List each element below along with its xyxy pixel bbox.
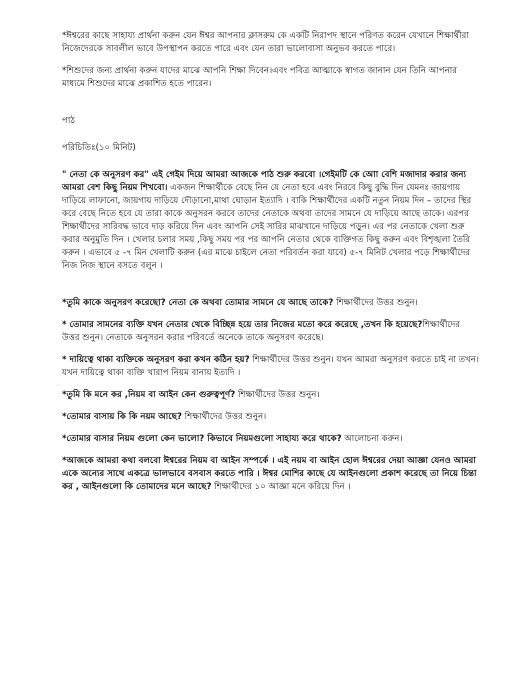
question-note: শিক্ষার্থীদের উত্তর শুনুন। — [235, 390, 320, 400]
question-4 — [62, 389, 480, 402]
document-page — [62, 30, 480, 503]
question-text: *তুমি কি মনে কর ,নিয়ম বা আইন কেন গুরুত্বপূর্ণ? — [62, 390, 236, 400]
lesson-title: পাঠ — [62, 116, 75, 126]
prayer-paragraph-1: *ঈশ্বরের কাছে সাহায্য প্রার্থনা করুন যেন ঈশ্বর আপনার ক্লাসরুম কে একটি নিরাপদ স্থানে পরিণত করেন যেখানে শিক্ষার্থীরা নিজেদেরকে সাবলীল ভাবে উপস্থাপন করতে পারে এবং যেন তারা ভালোবাসা অনুভব করতে পারে। — [62, 31, 469, 54]
intro-label: পরিচিতিঃ(১০ মিনিট) — [62, 143, 136, 153]
question-note: শিক্ষার্থীদের ১০ আজ্ঞা মনে করিয়ে দিন । — [211, 482, 351, 492]
question-3 — [62, 354, 480, 380]
question-note: শিক্ষার্থীদের উত্তর শুনুন। যখন আমরা অনুসরণ করতে চাই না তখন। যখন দায়িত্বে থাকা ব্যক্তি খারাপ নিয়ম বানায় ইত্যদি । — [62, 355, 479, 378]
question-text: *আজকে আমরা কথা বলবো ঈশ্বরের নিয়ম বা আইন সম্পর্কে । এই নয়ম বা আইন হোল ঈশ্বরের দেয়া আজ্ঞা যেনও আমরা একে অন্যের সাথে একত্রে ভালভাবে বসবাস করতে পারি । ঈশ্বর মোশির কাছে যে আইনগুলো প্রকাশ করেছে তা নিয়ে চিন্তা কর , আইনগুলো কি তোমাদের মনে আছে? — [62, 456, 477, 492]
question-text: *তুমি কাকে অনুসরণ করেছো? নেতা কে অথবা তোমার সামনে যে আছে তাকে? — [62, 298, 334, 308]
intro-paragraph — [62, 169, 480, 273]
question-text: *তোমার বাসায় কি কি নয়ম আছে? — [62, 412, 182, 422]
question-note: আলোচনা করুন। — [341, 434, 403, 444]
question-7 — [62, 455, 480, 494]
question-1 — [62, 297, 480, 310]
question-6 — [62, 433, 480, 446]
question-2 — [62, 319, 480, 345]
question-text: *তোমার বাসার নিয়ম গুলো কেন ভালো? কিভাবে নিয়মগুলো সাহায্য করে থাকে? — [62, 434, 342, 444]
question-text: * তোমার সামনের ব্যক্তি যখন নেতার থেকে বিচ্ছিন্ন হয়ে তার নিজের মতো করে করেছে ,তখন কি হয়েছে? — [62, 320, 423, 330]
question-note: শিক্ষার্থীদের উত্তর শুনুন। — [181, 412, 267, 422]
question-note: শিক্ষার্থীদের উত্তর শুনুন। নেতাকে অনুসরন করার পরিবর্তে অনেকে তাকে অনুসরণ করেছে। — [62, 320, 461, 343]
question-5 — [62, 411, 480, 424]
intro-bold-text: " নেতা কে অনুসরণ কর" এই গেইম দিয়ে আমরা আজকে পাঠ শুরু করবো ।গেইমটি কে আো বেশি মজাদার করার জন্য আমরা বেশ কিছু নিয়ম শিখবো। — [62, 170, 467, 193]
question-note: শিক্ষার্থীদের উত্তর শুনুন। — [333, 298, 418, 308]
prayer-paragraph-2: *শিশুদের জন্য প্রার্থনা করুন যাদের মাঝে আপনি শিক্ষা দিবেন।এবং পবিত্র আত্মাকে স্বাগত জানান যেন তিনি আপনার মাধ্যমে শিশুদের মাঝে প্রকাশিত হতে পারেন। — [62, 66, 457, 89]
question-text: * দায়িত্বে থাকা ব্যক্তিকে অনুসরণ করা কখন কঠিন হয়? — [62, 355, 250, 365]
intro-body-text: একজন শিক্ষার্থীকে বেছে নিন যে নেতা হবে এবং নিরবে কিছু বুদ্ধি দিন যেমনঃ জায়গায় দাড়িয়ে লাফানো, জায়গায় দাড়িয়ে দৌড়ানো,মাথা ঘোড়ান ইত্যাদি । বাকি শিক্ষার্থীদের একটি নতুন নিয়ম দিন – তাদের স্থির করে বেছে নিতে হবে যে তারা কাকে অনুসরন করবে তাদের নেতাকে অথবা তাদের সামনে যে দাড়িয়ে আছে তাকে। এরপর শিক্ষার্থীদের সারিবদ্ধ ভাবে দাড় করিয়ে দিন এবং আপনি সেই সারির মাঝখানে দাড়িয়ে পড়ুন। এর পর নেতাকে খেলা শুরু করার অনুমুতি দিন । খেলার চলার সময় ,কিছু সময় পর পর আপনি নেতার থেকে ব্যক্তিগত কিছু করুন এবং বিশৃঙ্খলা তৈরি করুন । এভাবে ৫ -৭ মিন খেলাটি করুন (এর মাঝে চাইলে নেতা পরিবর্তন করা যাবে) ৫-৭ মিনিট খেলার পড়ে শিক্ষার্থীদের নিজ নিজ স্থানে বসতে বলুন । — [62, 183, 472, 271]
